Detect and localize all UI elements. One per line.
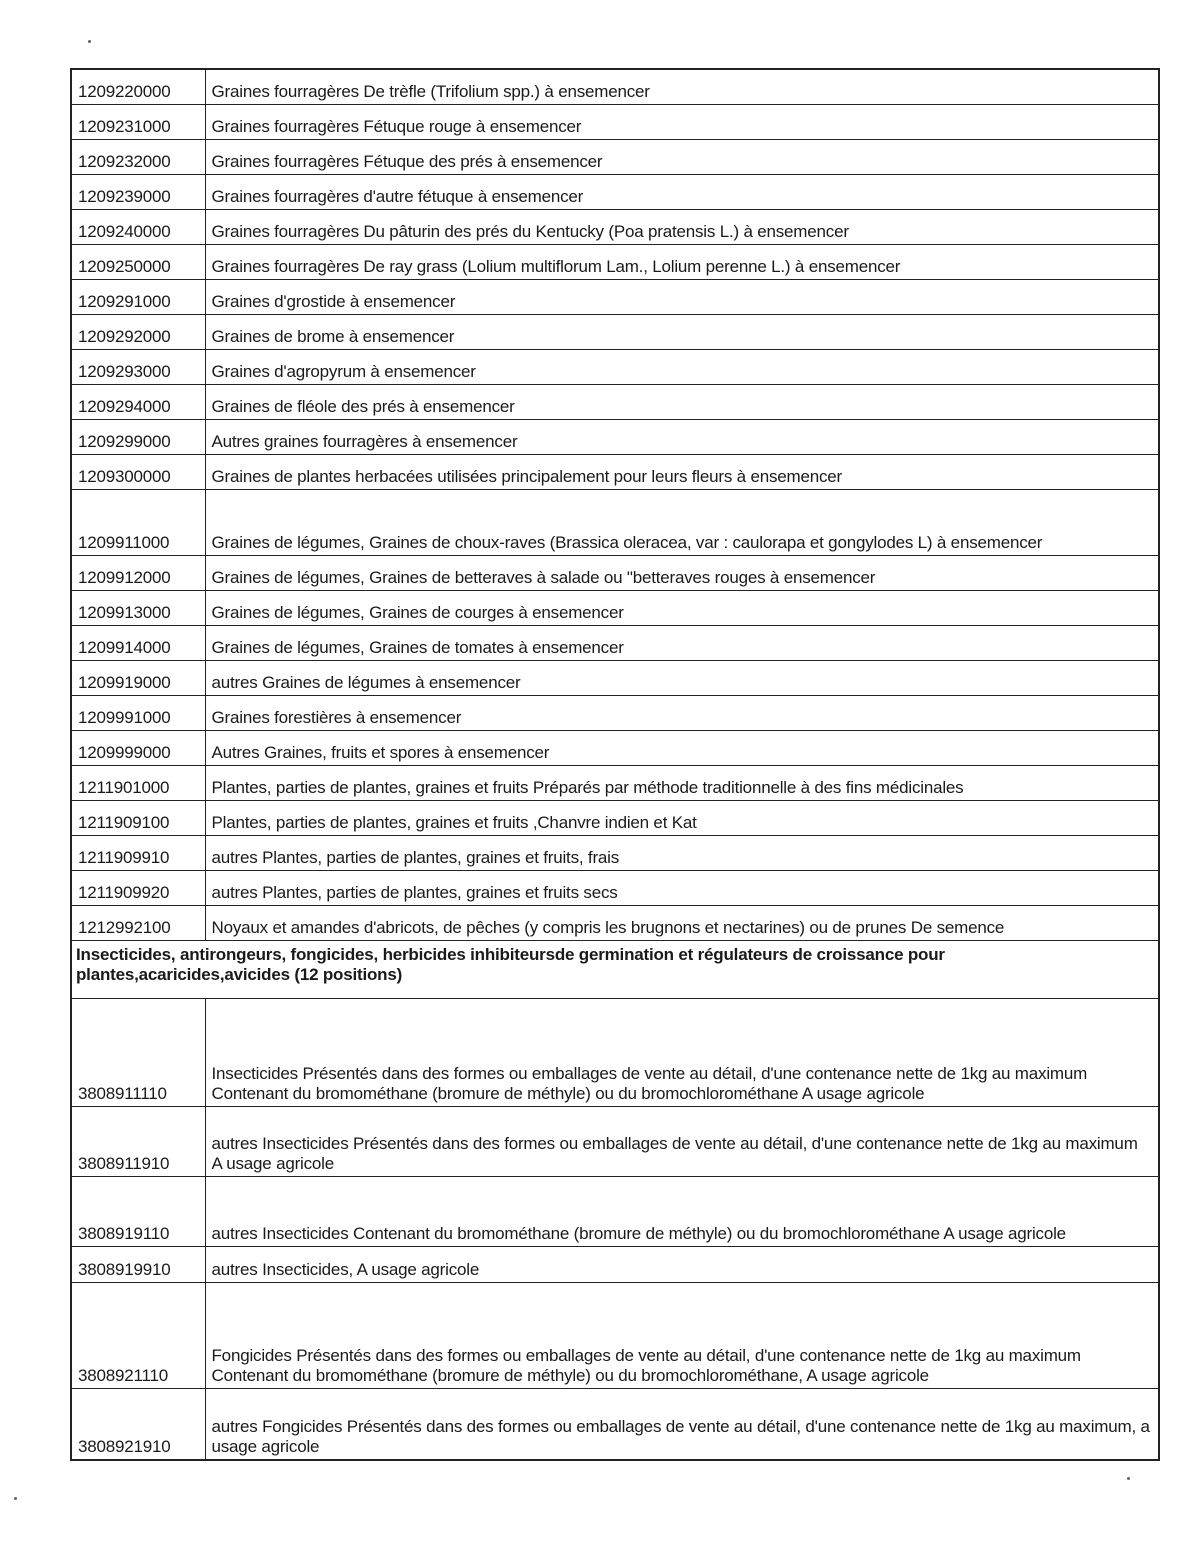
tariff-code-cell: 3808911910 xyxy=(71,1106,205,1176)
table-row xyxy=(71,835,1159,870)
table-row xyxy=(71,1388,1159,1460)
tariff-code-cell: 3808919110 xyxy=(71,1176,205,1246)
tariff-code-cell: 1209232000 xyxy=(71,139,205,174)
description-cell: Graines de brome à ensemencer xyxy=(205,314,1159,349)
tariff-code-cell: 3808911110 xyxy=(71,998,205,1106)
tariff-code-cell: 1209291000 xyxy=(71,279,205,314)
tariff-code-cell: 1209240000 xyxy=(71,209,205,244)
description-cell: Graines fourragères Fétuque rouge à ensemencer xyxy=(205,104,1159,139)
description-cell: Graines de plantes herbacées utilisées principalement pour leurs fleurs à ensemencer xyxy=(205,454,1159,489)
tariff-code-cell: 1211909100 xyxy=(71,800,205,835)
tariff-code-cell: 1209919000 xyxy=(71,660,205,695)
tariff-code-cell: 1209239000 xyxy=(71,174,205,209)
tariff-code-cell: 1211909920 xyxy=(71,870,205,905)
table-row xyxy=(71,905,1159,940)
table-row xyxy=(71,765,1159,800)
tariff-code-cell: 1211909910 xyxy=(71,835,205,870)
table-row xyxy=(71,419,1159,454)
table-row xyxy=(71,1176,1159,1246)
description-cell: Graines fourragères De trèfle (Trifolium spp.) à ensemencer xyxy=(205,69,1159,104)
table-row xyxy=(71,695,1159,730)
description-cell: autres Plantes, parties de plantes, graines et fruits secs xyxy=(205,870,1159,905)
scan-speck xyxy=(14,1497,17,1500)
tariff-code-cell: 1209914000 xyxy=(71,625,205,660)
description-cell: Graines de légumes, Graines de courges à ensemencer xyxy=(205,590,1159,625)
section-header-row xyxy=(71,940,1159,998)
tariff-code-cell: 1209299000 xyxy=(71,419,205,454)
table-row xyxy=(71,998,1159,1106)
tariff-code-cell: 1209911000 xyxy=(71,489,205,555)
tariff-code-cell: 1209294000 xyxy=(71,384,205,419)
description-cell: Fongicides Présentés dans des formes ou emballages de vente au détail, d'une contenance nette de 1kg au maximum Contenant du bromométhane (bromure de méthyle) ou du bromochlorométhane, A usage agricole xyxy=(205,1282,1159,1388)
description-cell: Autres graines fourragères à ensemencer xyxy=(205,419,1159,454)
table-row xyxy=(71,800,1159,835)
tariff-code-cell: 1209292000 xyxy=(71,314,205,349)
table-row xyxy=(71,1246,1159,1282)
table-row xyxy=(71,489,1159,555)
table-row xyxy=(71,139,1159,174)
table-row xyxy=(71,384,1159,419)
table-row xyxy=(71,349,1159,384)
tariff-code-cell: 1211901000 xyxy=(71,765,205,800)
table-row xyxy=(71,555,1159,590)
description-cell: Graines d'agropyrum à ensemencer xyxy=(205,349,1159,384)
description-cell: Graines de légumes, Graines de tomates à ensemencer xyxy=(205,625,1159,660)
description-cell: Plantes, parties de plantes, graines et fruits ,Chanvre indien et Kat xyxy=(205,800,1159,835)
description-cell: Graines fourragères d'autre fétuque à ensemencer xyxy=(205,174,1159,209)
tariff-code-cell: 3808921110 xyxy=(71,1282,205,1388)
description-cell: Graines forestières à ensemencer xyxy=(205,695,1159,730)
scan-speck xyxy=(88,40,91,43)
description-cell: Graines d'grostide à ensemencer xyxy=(205,279,1159,314)
section-title: Insecticides, antirongeurs, fongicides, herbicides inhibiteursde germination et régulateurs de croissance pour plantes,acaricides,avicides (12 positions) xyxy=(71,940,1159,998)
tariff-code-cell: 1209999000 xyxy=(71,730,205,765)
tariff-table xyxy=(70,68,1160,1461)
table-row xyxy=(71,870,1159,905)
scan-speck xyxy=(1127,1477,1130,1480)
table-row xyxy=(71,314,1159,349)
tariff-code-cell: 3808919910 xyxy=(71,1246,205,1282)
table-row xyxy=(71,104,1159,139)
table-row xyxy=(71,244,1159,279)
description-cell: Graines de légumes, Graines de betteraves à salade ou "betteraves rouges à ensemencer xyxy=(205,555,1159,590)
table-row xyxy=(71,209,1159,244)
tariff-code-cell: 1209220000 xyxy=(71,69,205,104)
table-row xyxy=(71,454,1159,489)
tariff-code-cell: 1209293000 xyxy=(71,349,205,384)
description-cell: autres Insecticides Contenant du bromométhane (bromure de méthyle) ou du bromochlorométhane A usage agricole xyxy=(205,1176,1159,1246)
table-row xyxy=(71,590,1159,625)
description-cell: autres Insecticides, A usage agricole xyxy=(205,1246,1159,1282)
description-cell: Graines fourragères Du pâturin des prés du Kentucky (Poa pratensis L.) à ensemencer xyxy=(205,209,1159,244)
tariff-table-body xyxy=(71,69,1159,1460)
description-cell: Autres Graines, fruits et spores à ensemencer xyxy=(205,730,1159,765)
description-cell: Insecticides Présentés dans des formes ou emballages de vente au détail, d'une contenance nette de 1kg au maximum Contenant du bromométhane (bromure de méthyle) ou du bromochlorométhane A usage agricole xyxy=(205,998,1159,1106)
description-cell: Graines fourragères De ray grass (Lolium multiflorum Lam., Lolium perenne L.) à ensemencer xyxy=(205,244,1159,279)
table-row xyxy=(71,625,1159,660)
table-row xyxy=(71,660,1159,695)
description-cell: autres Fongicides Présentés dans des formes ou emballages de vente au détail, d'une contenance nette de 1kg au maximum, a usage agricole xyxy=(205,1388,1159,1460)
description-cell: Graines de fléole des prés à ensemencer xyxy=(205,384,1159,419)
tariff-code-cell: 1209231000 xyxy=(71,104,205,139)
tariff-code-cell: 1209913000 xyxy=(71,590,205,625)
tariff-code-cell: 1209250000 xyxy=(71,244,205,279)
description-cell: Graines de légumes, Graines de choux-raves (Brassica oleracea, var : caulorapa et gongylodes L) à ensemencer xyxy=(205,489,1159,555)
description-cell: autres Insecticides Présentés dans des formes ou emballages de vente au détail, d'une contenance nette de 1kg au maximum A usage agricole xyxy=(205,1106,1159,1176)
description-cell: autres Graines de légumes à ensemencer xyxy=(205,660,1159,695)
description-cell: Noyaux et amandes d'abricots, de pêches (y compris les brugnons et nectarines) ou de prunes De semence xyxy=(205,905,1159,940)
tariff-code-cell: 1209991000 xyxy=(71,695,205,730)
tariff-code-cell: 1209912000 xyxy=(71,555,205,590)
table-row xyxy=(71,1282,1159,1388)
table-row xyxy=(71,279,1159,314)
description-cell: autres Plantes, parties de plantes, graines et fruits, frais xyxy=(205,835,1159,870)
table-row xyxy=(71,730,1159,765)
document-page xyxy=(70,68,1158,1461)
table-row xyxy=(71,69,1159,104)
tariff-code-cell: 1212992100 xyxy=(71,905,205,940)
description-cell: Graines fourragères Fétuque des prés à ensemencer xyxy=(205,139,1159,174)
description-cell: Plantes, parties de plantes, graines et fruits Préparés par méthode traditionnelle à des fins médicinales xyxy=(205,765,1159,800)
tariff-code-cell: 3808921910 xyxy=(71,1388,205,1460)
table-row xyxy=(71,1106,1159,1176)
table-row xyxy=(71,174,1159,209)
tariff-code-cell: 1209300000 xyxy=(71,454,205,489)
